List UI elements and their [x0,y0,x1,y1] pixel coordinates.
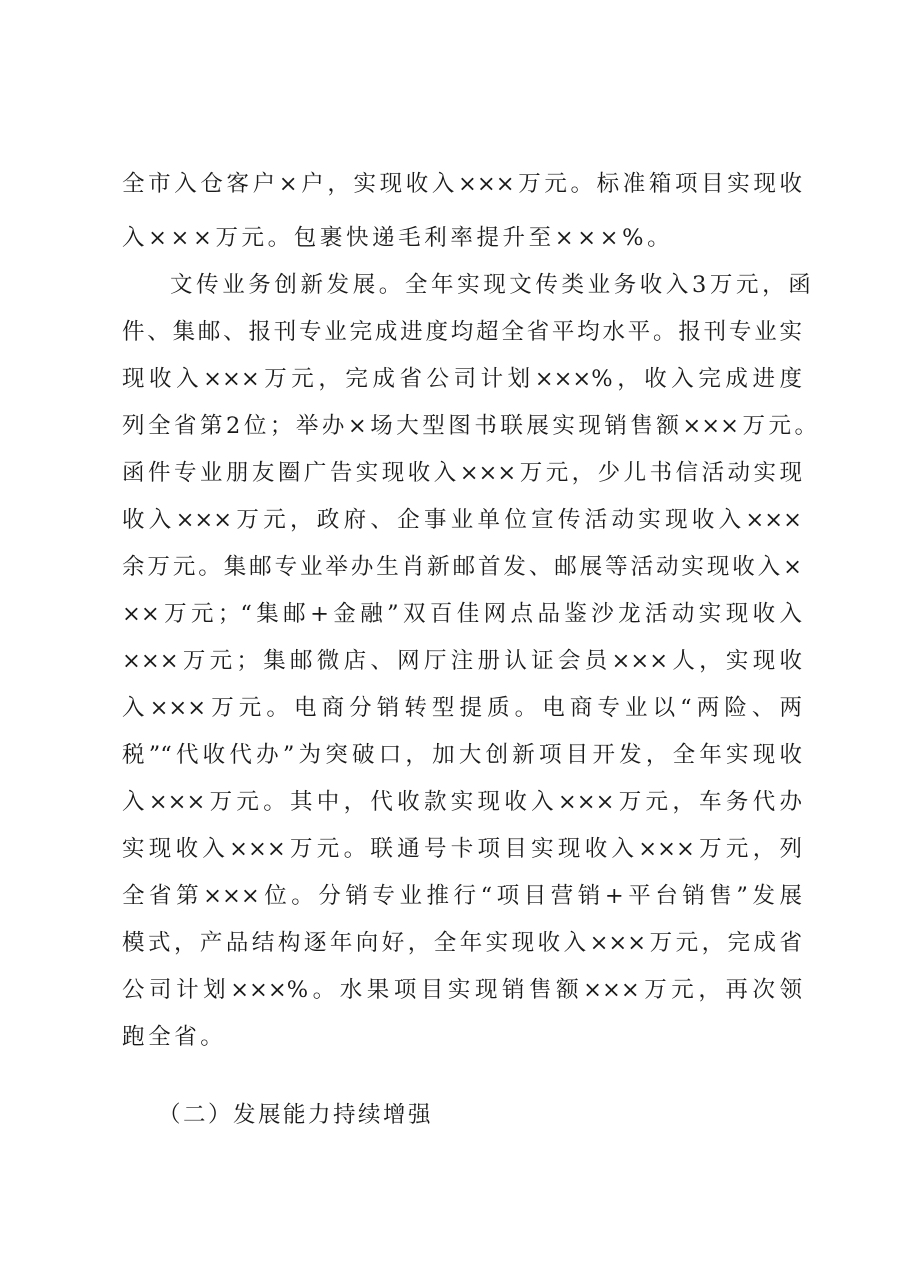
paragraph-line: 收入×××万元，政府、企事业单位宣传活动实现收入××× [122,507,802,533]
paragraph-line: ××万元；“集邮+金融”双百佳网点品鉴沙龙活动实现收入 [122,601,802,627]
paragraph-line: 入×××万元。电商分销转型提质。电商专业以“两险、两 [122,695,802,721]
paragraph-line: 入×××万元。其中，代收款实现收入×××万元，车务代办 [122,789,802,815]
paragraph-line: 跑全省。 [122,1024,227,1050]
paragraph-line: 现收入×××万元，完成省公司计划×××%，收入完成进度 [122,366,802,392]
paragraph-line: 税”“代收代办”为突破口，加大创新项目开发，全年实现收 [122,742,802,768]
paragraph-line: 全省第×××位。分销专业推行“项目营销+平台销售”发展 [122,883,802,909]
paragraph-line: 全市入仓客户×户，实现收入×××万元。标准箱项目实现收 [122,171,802,197]
paragraph-line: 实现收入×××万元。联通号卡项目实现收入×××万元，列 [122,836,802,862]
paragraph-line: 函件专业朋友圈广告实现收入×××万元，少儿书信活动实现 [122,460,802,486]
paragraph-line: 列全省第2位；举办×场大型图书联展实现销售额×××万元。 [122,413,817,439]
paragraph-line: 文传业务创新发展。全年实现文传类业务收入3万元，函 [170,272,815,298]
paragraph-line: 余万元。集邮专业举办生肖新邮首发、邮展等活动实现收入× [122,554,802,580]
paragraph-line: ×××万元；集邮微店、网厅注册认证会员×××人，实现收 [122,648,802,674]
paragraph-line: 件、集邮、报刊专业完成进度均超全省平均水平。报刊专业实 [122,319,802,345]
section-heading: （二）发展能力持续增强 [158,1102,434,1128]
paragraph-line: 模式，产品结构逐年向好，全年实现收入×××万元，完成省 [122,930,802,956]
paragraph-line: 公司计划×××%。水果项目实现销售额×××万元，再次领 [122,977,802,1003]
paragraph-line: 入×××万元。包裹快递毛利率提升至×××%。 [122,225,674,251]
